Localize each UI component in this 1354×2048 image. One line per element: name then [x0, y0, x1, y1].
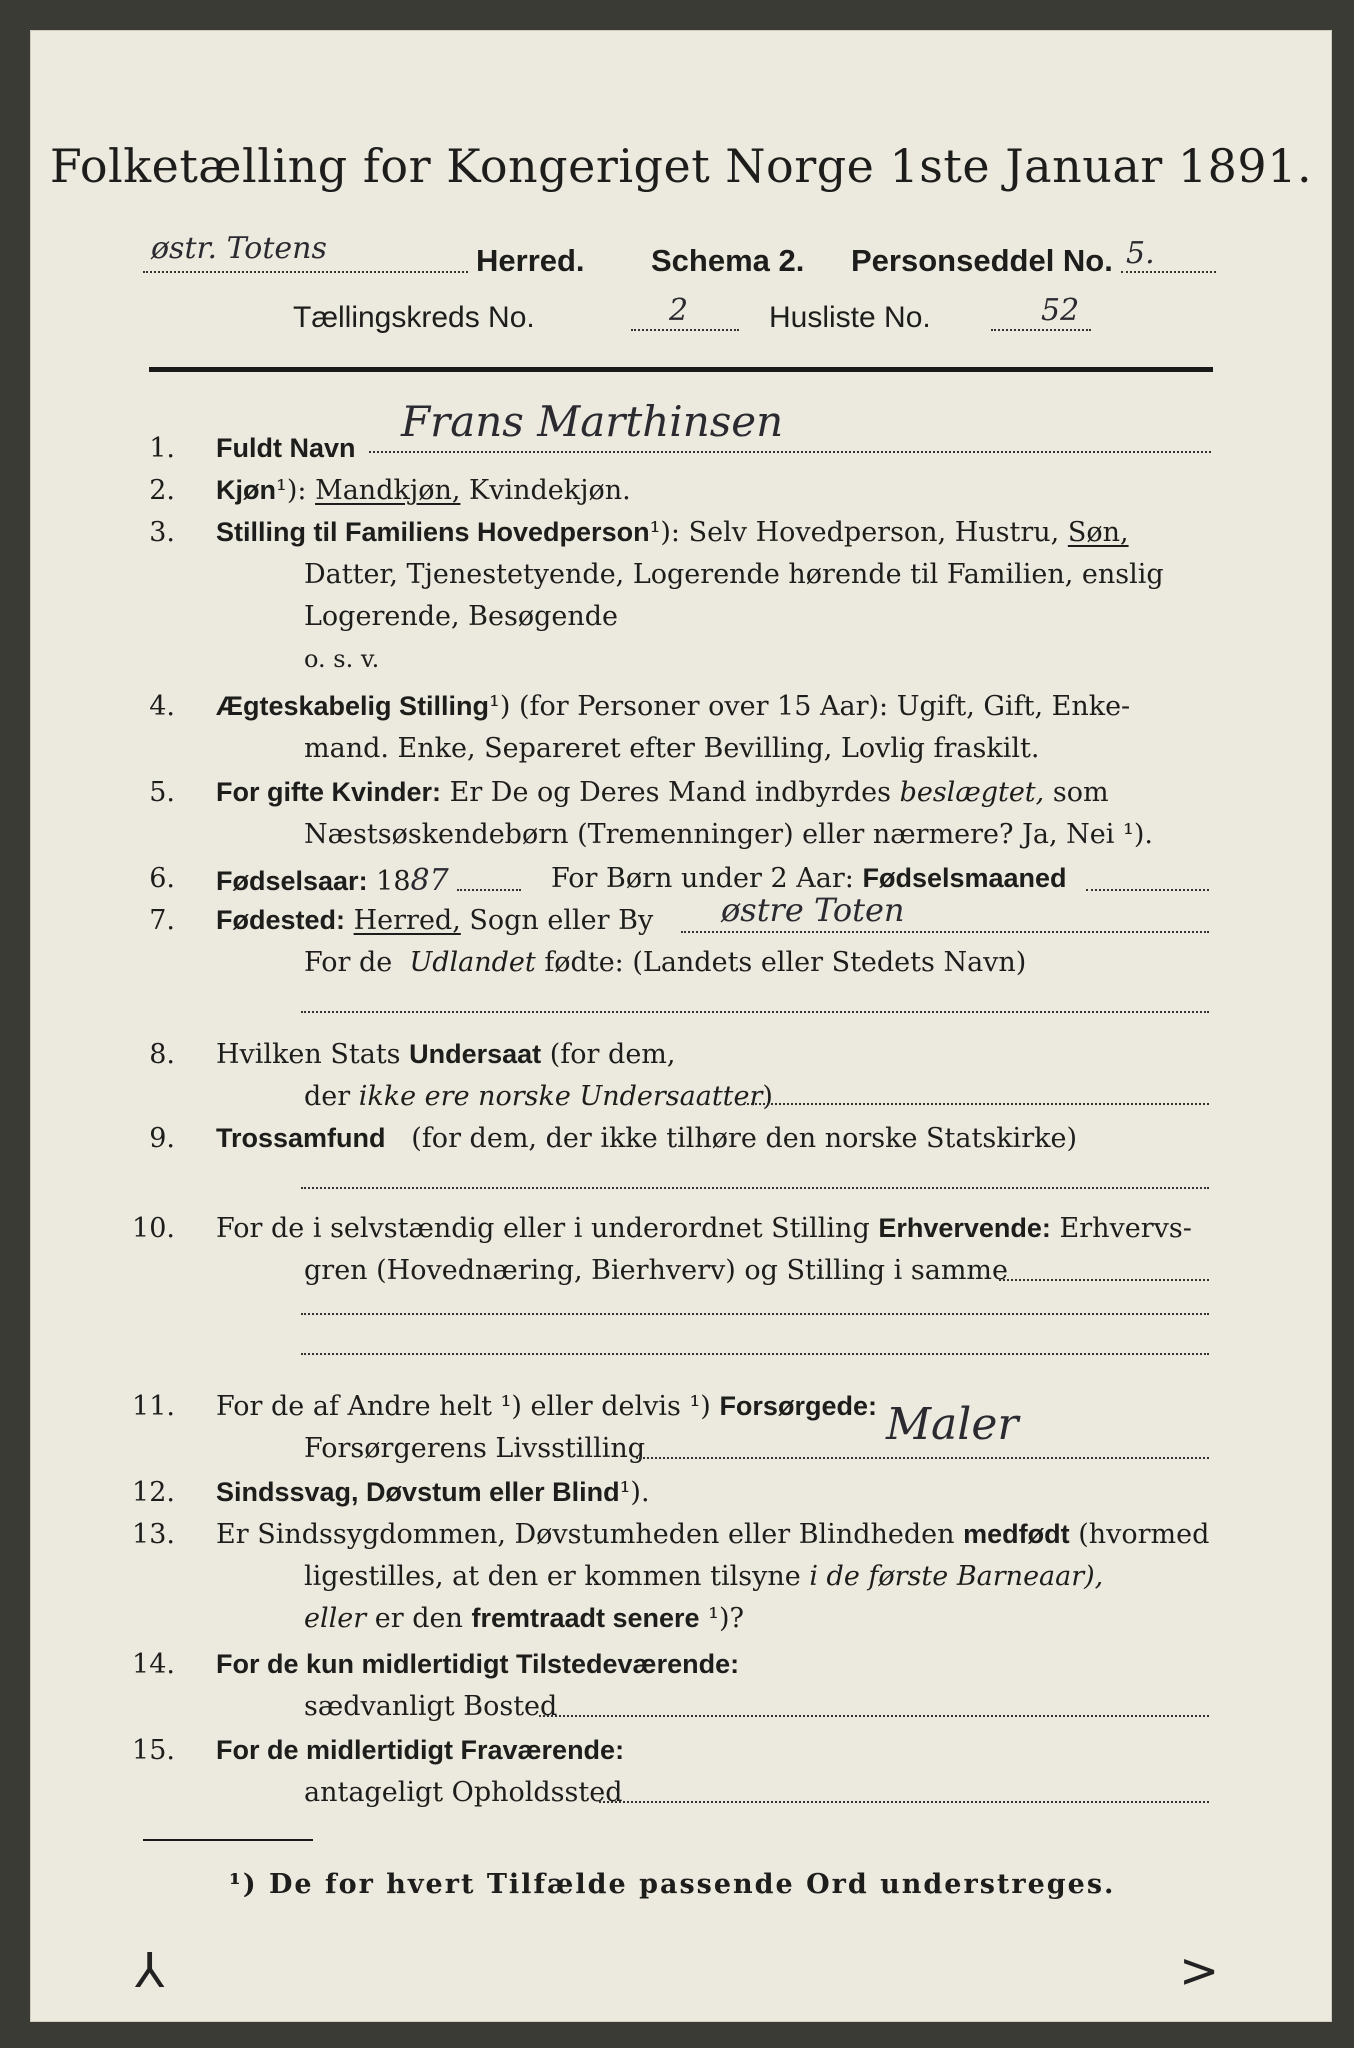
item-number: 12.	[132, 1477, 175, 1508]
congenital-line-1	[216, 1519, 1209, 1550]
presumed-residence-label: antageligt Opholdssted	[304, 1777, 623, 1808]
provider-occupation-value: Maler	[886, 1399, 1019, 1450]
supported-line-1	[216, 1391, 877, 1422]
religion-label: Trossamfund	[216, 1123, 386, 1153]
personseddel-value: 5.	[1126, 236, 1155, 271]
census-form-card	[30, 30, 1332, 2022]
taellingskreds-label: Tællingskreds No.	[293, 301, 535, 334]
disability-line	[216, 1477, 650, 1508]
religion-dotted-line	[301, 1187, 1209, 1189]
birth-month-text: For Børn under 2 Aar:	[551, 863, 854, 894]
supported-label: Forsørgede:	[719, 1391, 877, 1421]
congenital-italic: i de første Barneaar),	[809, 1561, 1104, 1592]
congenital-eller: eller	[304, 1603, 367, 1634]
item-number: 8.	[149, 1039, 175, 1070]
birthplace-line	[216, 905, 653, 936]
header-rule	[149, 367, 1213, 372]
item-number: 6.	[149, 863, 175, 894]
footnote-marker: ¹):	[649, 517, 681, 548]
married-women-question: Er De og Deres Mand indbyrdes	[449, 777, 891, 808]
occupation-text: For de i selvstændig eller i underordnet Stilling	[216, 1213, 870, 1244]
taellingskreds-dotted-line	[631, 329, 739, 331]
schema-label: Schema 2.	[651, 243, 805, 278]
birth-year-dotted-line	[457, 889, 521, 891]
relation-selected: Søn,	[1067, 517, 1129, 548]
husliste-value: 52	[1041, 293, 1080, 328]
item-number: 4.	[149, 691, 175, 722]
item-number: 13.	[132, 1519, 175, 1550]
birthplace-text: Sogn eller By	[469, 905, 654, 936]
occupation-line-1	[216, 1213, 1192, 1244]
item-number: 11.	[132, 1391, 175, 1422]
item-number: 7.	[149, 905, 175, 936]
congenital-later-label: fremtraadt senere	[471, 1603, 700, 1633]
husliste-dotted-line	[991, 329, 1091, 331]
birthplace-label: Fødested:	[216, 905, 346, 935]
birthplace-dotted-line	[681, 931, 1209, 933]
married-women-som: som	[1052, 777, 1109, 808]
marital-line-2: mand. Enke, Separeret efter Bevilling, Lovlig fraskilt.	[304, 733, 1040, 764]
occupation-dotted-line-3	[301, 1353, 1209, 1355]
citizenship-line-1	[216, 1039, 675, 1070]
item-number: 9.	[149, 1123, 175, 1154]
citizenship-text: Hvilken Stats	[216, 1039, 401, 1070]
citizenship-dotted-line	[743, 1103, 1209, 1105]
full-name-value: Frans Marthinsen	[401, 397, 784, 446]
congenital-text-2: (hvormed	[1078, 1519, 1210, 1550]
item-number: 15.	[132, 1735, 175, 1766]
relation-line-1	[216, 517, 1129, 548]
temporary-present-label: For de kun midlertidigt Tilstedeværende:	[216, 1649, 740, 1679]
congenital-text-3: ligestilles, at den er kommen tilsyne	[304, 1561, 801, 1592]
marital-label: Ægteskabelig Stilling	[216, 691, 490, 721]
full-name-label: Fuldt Navn	[216, 433, 356, 463]
item-number: 10.	[132, 1213, 175, 1244]
provider-occupation-label: Forsørgerens Livsstilling	[304, 1433, 646, 1464]
birth-year-line	[216, 863, 449, 898]
footnote-marker: ¹)	[489, 691, 511, 722]
congenital-text: Er Sindssygdommen, Døvstumheden eller Blindheden	[216, 1519, 955, 1550]
married-women-line-2: Næstsøskendebørn (Tremenninger) eller nærmere? Ja, Nei ¹).	[304, 819, 1153, 850]
footnote-marker: ¹).	[619, 1477, 650, 1508]
citizenship-text-2: (for dem,	[549, 1039, 676, 1070]
sex-label: Kjøn	[216, 475, 276, 505]
citizenship-line-2	[304, 1081, 773, 1112]
footnote-marker: ¹):	[276, 475, 307, 506]
married-women-related: beslægtet,	[899, 777, 1045, 808]
foreign-born-dotted-line	[301, 1011, 1209, 1013]
occupation-text-2: Erhvervs-	[1059, 1213, 1192, 1244]
personseddel-dotted-line	[1121, 271, 1216, 273]
congenital-line-3	[304, 1603, 744, 1634]
birth-year-label: Fødselsaar:	[216, 866, 368, 896]
presumed-residence-dotted-line	[599, 1801, 1209, 1803]
footnote-marker: ¹)?	[708, 1603, 744, 1634]
usual-residence-dotted-line	[539, 1715, 1209, 1717]
footnote: ¹) De for hvert Tilfælde passende Ord understreges.	[229, 1869, 1116, 1900]
relation-line-3: Logerende, Besøgende	[304, 601, 618, 632]
occupation-line-2: gren (Hovednæring, Bierhverv) og Stilling i samme	[304, 1255, 1009, 1286]
sex-selected: Mandkjøn,	[315, 475, 461, 506]
corner-mark-right: >	[1179, 1943, 1220, 1999]
occupation-dotted-line-2	[301, 1313, 1209, 1315]
birthplace-selected: Herred,	[353, 905, 461, 936]
herred-dotted-line	[143, 271, 468, 273]
birth-year-prefix: 18	[376, 866, 411, 897]
footnote-rule	[143, 1839, 313, 1841]
marital-line-1	[216, 691, 1130, 722]
temporary-absent-label: For de midlertidigt Fraværende:	[216, 1735, 625, 1765]
corner-mark-left: ⅄	[135, 1943, 165, 1999]
birth-month-dotted-line	[1086, 889, 1209, 891]
form-title: Folketælling for Kongeriget Norge 1ste Januar 1891.	[49, 139, 1313, 193]
citizenship-label: Undersaat	[409, 1039, 542, 1069]
religion-text: (for dem, der ikke tilhøre den norske Statskirke)	[411, 1123, 1077, 1154]
supported-text: For de af Andre helt ¹) eller delvis ¹)	[216, 1391, 711, 1422]
usual-residence-label: sædvanligt Bosted	[304, 1691, 558, 1722]
citizenship-der: der	[304, 1081, 351, 1112]
foreign-born-for: For de	[304, 947, 393, 978]
birthplace-value: østre Toten	[721, 891, 905, 929]
congenital-line-2	[304, 1561, 1103, 1592]
foreign-born-udlandet: Udlandet	[409, 947, 536, 978]
occupation-label: Erhvervende:	[878, 1213, 1051, 1243]
marital-options: (for Personer over 15 Aar): Ugift, Gift, Enke-	[519, 691, 1131, 722]
personseddel-label: Personseddel No.	[851, 243, 1113, 278]
sex-option: Kvindekjøn.	[469, 475, 631, 506]
taellingskreds-value: 2	[669, 293, 689, 328]
disability-label: Sindssvag, Døvstum eller Blind	[216, 1477, 620, 1507]
occupation-dotted-line	[999, 1279, 1209, 1281]
congenital-text-4: er den	[374, 1603, 463, 1634]
citizenship-italic: ikke ere norske Undersaatter	[358, 1081, 763, 1112]
item-number: 3.	[149, 517, 175, 548]
herred-value: østr. Totens	[151, 231, 327, 266]
birth-year-value: 87	[410, 863, 449, 898]
married-women-line-1	[216, 777, 1109, 808]
item-number: 5.	[149, 777, 175, 808]
citizenship-paren: )	[762, 1081, 773, 1112]
relation-line-4: o. s. v.	[304, 645, 380, 673]
item-number: 2.	[149, 475, 175, 506]
relation-label: Stilling til Familiens Hovedperson	[216, 517, 650, 547]
married-women-label: For gifte Kvinder:	[216, 777, 442, 807]
foreign-born-text: fødte: (Landets eller Stedets Navn)	[544, 947, 1027, 978]
religion-line	[216, 1123, 1077, 1154]
foreign-born-line	[304, 947, 1026, 978]
item-number: 14.	[132, 1649, 175, 1680]
item-number: 1.	[149, 433, 175, 464]
husliste-label: Husliste No.	[769, 301, 931, 334]
birth-month-line	[551, 863, 1067, 894]
sex-line	[216, 475, 631, 506]
herred-label: Herred.	[476, 243, 585, 278]
birth-month-label: Fødselsmaaned	[862, 863, 1067, 893]
congenital-label: medfødt	[963, 1519, 1070, 1549]
full-name-dotted-line	[369, 451, 1211, 453]
provider-occupation-dotted-line	[636, 1457, 1209, 1459]
relation-options: Selv Hovedperson, Hustru,	[688, 517, 1060, 548]
relation-line-2: Datter, Tjenestetyende, Logerende hørende til Familien, enslig	[304, 559, 1164, 590]
